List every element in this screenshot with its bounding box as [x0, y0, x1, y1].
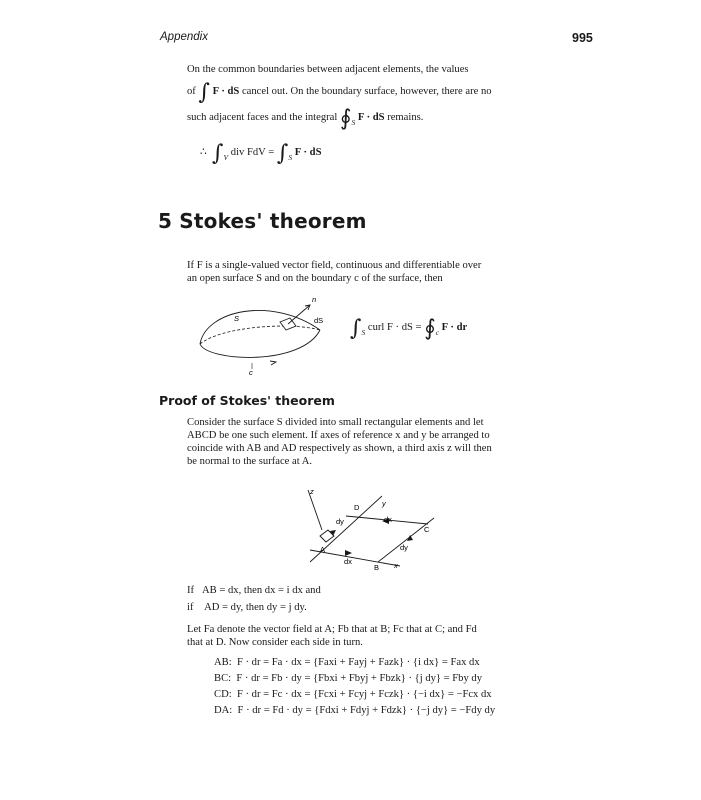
condition-AD: if AD = dy, then dy = j dy.: [187, 602, 307, 613]
dome-outline: [200, 310, 320, 344]
let-line-2: that at D. Now consider each side in turn.: [187, 637, 363, 648]
fig1-label-c: c: [249, 368, 253, 375]
boundary-arrow: [270, 361, 276, 365]
fig2-label-B: B: [374, 563, 380, 572]
divergence-line-2: of ∫ F · dS cancel out. On the boundary surface, however, there are no: [187, 80, 492, 105]
running-header-section: Appendix: [160, 31, 208, 43]
side-CD-eval: CD: F · dr = Fc · dx = {Fcxi + Fcyj + Fczk} · {−i dx} = −Fcx dx: [214, 689, 492, 700]
contour-integral-sign: ∮: [339, 106, 352, 131]
proof-para-line-4: be normal to the surface at A.: [187, 456, 313, 467]
section-title: 5 Stokes' theorem: [158, 209, 367, 233]
proof-title: Proof of Stokes' theorem: [159, 393, 335, 408]
divergence-line-3: such adjacent faces and the integral $∮_S$ F · dS remains.: [187, 106, 424, 131]
divergence-theorem-result: ∴ $\int_V$ div FdV = $\int_S$ F · dS: [200, 141, 322, 166]
rim-back: [200, 326, 320, 344]
stokes-intro-line-2: an open surface S and on the boundary c of the surface, then: [187, 273, 443, 284]
fig2-label-dy-right: dy: [400, 543, 408, 552]
fig2-label-dx-bottom: dx: [344, 557, 352, 566]
element-abcd-figure: [300, 484, 450, 576]
proof-para-line-3: coincide with AB and AD respectively as shown, a third axis z will then: [187, 443, 492, 454]
side-BC-eval: BC: F · dr = Fb · dy = {Fbxi + Fbyj + Fbzk} · {j dy} = Fby dy: [214, 673, 483, 684]
fig2-label-dx-top: dx: [384, 515, 392, 524]
arrow-AB: [345, 550, 352, 556]
page-number: 995: [572, 31, 593, 45]
divergence-line-1: On the common boundaries between adjacent elements, the values: [187, 64, 469, 75]
proof-para-line-1: Consider the surface S divided into small rectangular elements and let: [187, 417, 484, 428]
fig1-label-n: n: [312, 295, 317, 304]
fig2-label-dy-left: dy: [336, 517, 344, 526]
condition-AB: If AB = dx, then dx = i dx and: [187, 585, 321, 596]
proof-para-line-2: ABCD be one such element. If axes of reference x and y be arranged to: [187, 430, 490, 441]
stokes-intro-line-1: If F is a single-valued vector field, continuous and differentiable over: [187, 260, 482, 271]
fig2-label-z: z: [310, 487, 314, 496]
fig2-label-D: D: [354, 503, 360, 512]
integral-sign: ∫: [198, 80, 210, 105]
let-line-1: Let Fa denote the vector field at A; Fb that at B; Fc that at C; and Fd: [187, 624, 477, 635]
fig2-label-A: A: [320, 545, 326, 554]
side-DA-eval: DA: F · dr = Fd · dy = {Fdxi + Fdyj + Fdzk} · {−j dy} = −Fdy dy: [214, 705, 496, 716]
surface-figure: [192, 290, 342, 375]
fig2-label-y: y: [382, 499, 386, 508]
fig2-label-x: x: [394, 561, 398, 570]
fig2-label-C: C: [424, 525, 430, 534]
stokes-theorem-formula: $\int_S$ curl F · dS = $∮_c$ F · dr: [350, 316, 468, 341]
normal-vector: [288, 305, 310, 324]
z-axis: [308, 490, 322, 530]
fig1-label-dS: dS: [314, 316, 324, 325]
fig1-label-S: S: [234, 314, 240, 323]
rim-front: [200, 330, 320, 357]
side-AB-eval: AB: F · dr = Fa · dx = {Faxi + Fayj + Fazk} · {i dx} = Fax dx: [214, 657, 480, 668]
